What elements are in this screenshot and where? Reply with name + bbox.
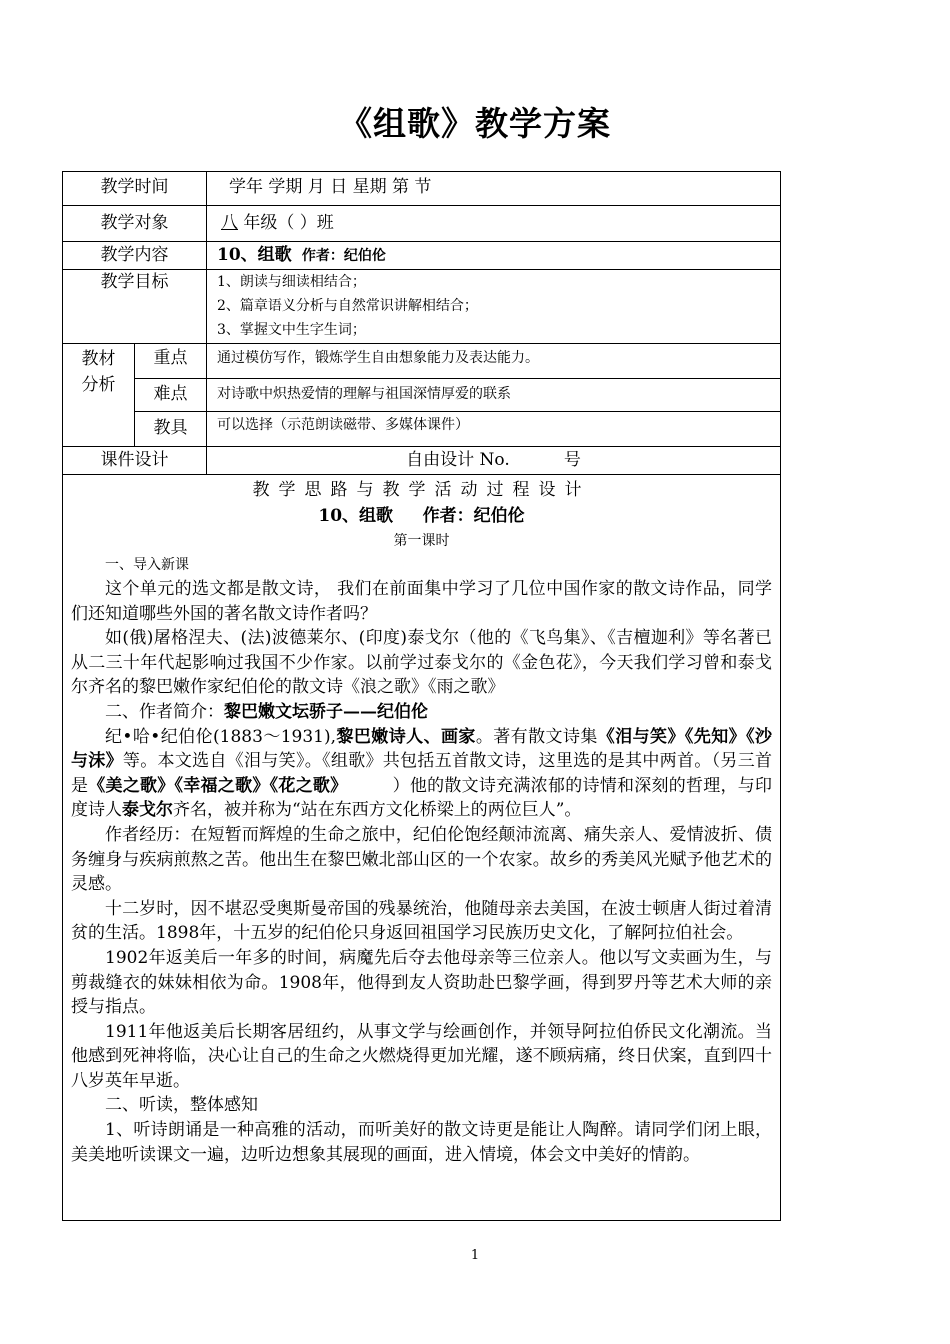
row-content bbox=[63, 242, 781, 270]
paragraph: 如(俄)屠格涅夫、(法)波德莱尔、(印度)泰戈尔（他的《飞鸟集》、《吉檀迦利》等名著已从二三十年代起影响过我国不少作家。以前学过泰戈尔的《金色花》，今天我们学习曾和泰戈尔齐名的黎巴嫩作家纪伯伦的散文诗《浪之歌》《雨之歌》 bbox=[71, 628, 772, 698]
row-goals bbox=[63, 270, 781, 344]
difficulty-value: 对诗歌中炽热爱情的理解与祖国深情厚爱的联系 bbox=[207, 379, 781, 412]
process-section bbox=[63, 475, 781, 1221]
goal-item: 1、朗读与细读相结合； bbox=[217, 274, 366, 290]
difficulty-label: 难点 bbox=[135, 379, 207, 412]
section-subheading: 10、组歌 作者：纪伯伦 bbox=[318, 506, 525, 526]
goal-label: 教学目标 bbox=[63, 270, 207, 344]
lesson-label: 第一课时 bbox=[393, 533, 450, 549]
content-value bbox=[207, 242, 781, 270]
analysis-label-line1: 教材 bbox=[81, 349, 116, 369]
target-grade: 八 bbox=[221, 213, 238, 233]
text-run: 齐名，被并称为“站在东西方文化桥梁上的两位巨人”。 bbox=[173, 800, 582, 821]
design-label: 课件设计 bbox=[63, 447, 207, 475]
row-difficulty bbox=[63, 379, 781, 412]
intro-heading: 一、导入新课 bbox=[105, 557, 189, 573]
row-design bbox=[63, 447, 781, 475]
paragraph: 这个单元的选文都是散文诗， 我们在前面集中学习了几位中国作家的散文诗作品，同学们还知道哪些外国的著名散文诗作者吗？ bbox=[71, 579, 772, 624]
goal-item: 3、掌握文中生字生词； bbox=[217, 322, 366, 338]
time-label: 教学时间 bbox=[63, 172, 207, 206]
tools-value: 可以选择（示范朗读磁带、多媒体课件） bbox=[207, 412, 781, 447]
author-heading-text: 二、作者简介： bbox=[105, 701, 224, 722]
text-run: ）他的散文诗充满浓郁的诗情和深刻的哲理，与印度诗人 bbox=[71, 775, 773, 821]
row-key-point bbox=[63, 344, 781, 379]
text-run-bold: 《美之歌》《幸福之歌》《花之歌》 bbox=[88, 775, 348, 796]
paragraph bbox=[71, 725, 772, 823]
analysis-label bbox=[63, 344, 135, 447]
content-label: 教学内容 bbox=[63, 242, 207, 270]
row-tools bbox=[63, 412, 781, 447]
text-run: 纪•哈•纪伯伦(1883～1931), bbox=[105, 726, 337, 747]
row-time bbox=[63, 172, 781, 206]
time-value: 学年 学期 月 日 星期 第 节 bbox=[207, 172, 781, 206]
text-run: 等。本文选自《泪与笑》。《组歌》共包括五首散文诗，这里选的是其中两首。（另三首是 bbox=[71, 751, 773, 796]
target-class: 年级（ ）班 bbox=[238, 213, 334, 233]
design-value: 自由设计 No. 号 bbox=[207, 447, 781, 475]
text-run-bold: 黎巴嫩诗人、画家 bbox=[336, 726, 476, 747]
lesson-plan-table bbox=[62, 171, 781, 1221]
paragraph: 1、听诗朗诵是一种高雅的活动，而听美好的散文诗更是能让人陶醉。请同学们闭上眼，美美地听读课文一遍，边听边想象其展现的画面，进入情境，体会文中美好的情韵。 bbox=[71, 1120, 772, 1165]
row-process bbox=[63, 475, 781, 1221]
page-number: 1 bbox=[470, 1248, 480, 1263]
paragraph: 1902年返美后一年多的时间，病魔先后夺去他母亲等三位亲人。他以写文卖画为生，与剪裁缝衣的妹妹相依为命。1908年，他得到友人资助赴巴黎学画，得到罗丹等艺术大师的亲授与指点。 bbox=[71, 947, 772, 1018]
goal-item: 2、篇章语义分析与自然常识讲解相结合； bbox=[217, 298, 478, 314]
paragraph: 1911年他返美后长期客居纽约，从事文学与绘画创作，并领导阿拉伯侨民文化潮流。当他感到死神将临，决心让自己的生命之火燃烧得更加光耀，遂不顾病痛，终日伏案，直到四十八岁英年早逝。 bbox=[71, 1021, 772, 1091]
row-target bbox=[63, 206, 781, 242]
author-heading bbox=[71, 700, 772, 725]
analysis-label-line2: 分析 bbox=[81, 375, 116, 395]
content-main: 10、组歌 bbox=[217, 245, 292, 265]
listen-heading: 二、听读，整体感知 bbox=[105, 1095, 258, 1116]
target-label: 教学对象 bbox=[63, 206, 207, 242]
paragraph: 十二岁时，因不堪忍受奥斯曼帝国的残暴统治，他随母亲去美国，在波士顿唐人街过着清贫的生活。1898年，十五岁的纪伯伦只身返回祖国学习民族历史文化，了解阿拉伯社会。 bbox=[71, 898, 772, 944]
author-heading-bold: 黎巴嫩文坛骄子——纪伯伦 bbox=[224, 701, 428, 722]
tools-label: 教具 bbox=[135, 412, 207, 447]
goal-list bbox=[207, 270, 781, 344]
text-run-bold: 《泪与笑》《先知》《沙与沫》 bbox=[71, 726, 773, 772]
text-run: 。著有散文诗集 bbox=[475, 726, 598, 747]
paragraph: 作者经历：在短暂而辉煌的生命之旅中，纪伯伦饱经颠沛流离、痛失亲人、爱情波折、债务缠身与疾病煎熬之苦。他出生在黎巴嫩北部山区的一个农家。故乡的秀美风光赋予他艺术的灵感。 bbox=[71, 824, 772, 895]
document-title: 《组歌》教学方案 bbox=[339, 104, 611, 143]
section-heading: 教学思路与教学活动过程设计 bbox=[252, 480, 591, 500]
text-run-bold: 泰戈尔 bbox=[122, 800, 173, 821]
content-author: 作者：纪伯伦 bbox=[301, 248, 386, 264]
key-value: 通过模仿写作，锻炼学生自由想象能力及表达能力。 bbox=[207, 344, 781, 379]
target-value bbox=[207, 206, 781, 242]
key-label: 重点 bbox=[135, 344, 207, 379]
